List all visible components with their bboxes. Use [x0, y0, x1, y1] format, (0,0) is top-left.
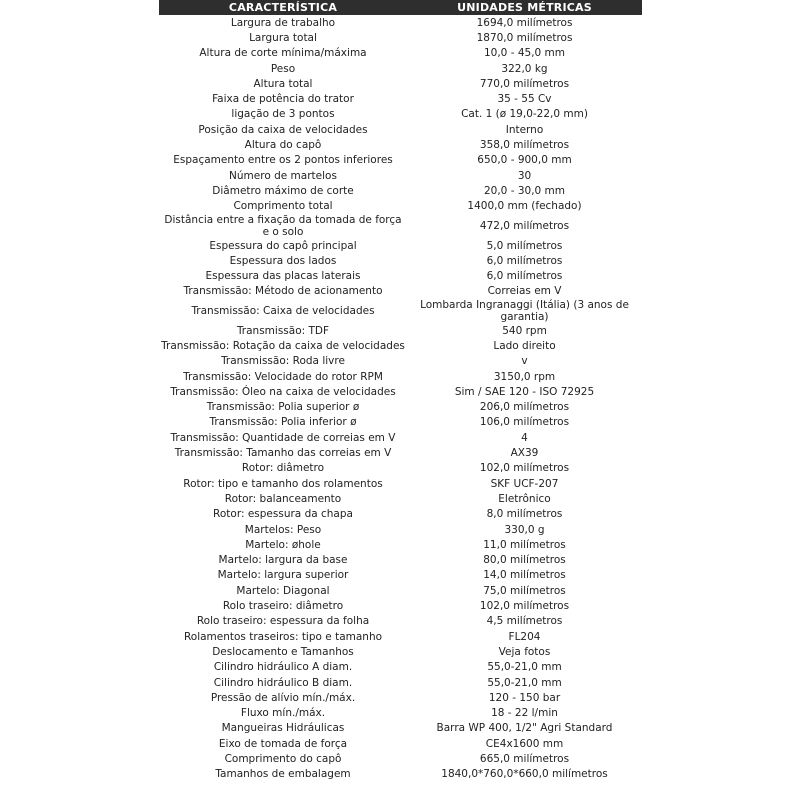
- metric-value-cell: 14,0 milímetros: [483, 569, 566, 582]
- characteristic-cell: ligação de 3 pontos: [231, 108, 335, 121]
- table-row: [159, 253, 642, 268]
- characteristic-cell: Altura de corte mínima/máxima: [199, 47, 367, 60]
- table-row: [159, 137, 642, 152]
- metric-value-cell: 106,0 milímetros: [479, 416, 570, 429]
- table-row: [159, 491, 642, 506]
- metric-value-cell: 1840,0*760,0*660,0 milímetros: [441, 768, 608, 781]
- metric-value-cell: 75,0 milímetros: [483, 584, 566, 597]
- characteristic-cell: Largura total: [249, 31, 317, 44]
- metric-value-cell: 55,0-21,0 mm: [487, 676, 562, 689]
- table-row: [159, 583, 642, 598]
- table-row: [159, 461, 642, 476]
- characteristic-cell: Transmissão: Roda livre: [221, 355, 345, 368]
- metric-value-cell: 18 - 22 l/min: [491, 707, 558, 720]
- table-row: [159, 238, 642, 253]
- metric-value-cell: 650,0 - 900,0 mm: [477, 154, 572, 167]
- characteristic-cell: Comprimento total: [233, 200, 333, 213]
- characteristic-cell: Transmissão: Óleo na caixa de velocidades: [170, 385, 396, 398]
- metric-value-cell: Cat. 1 (ø 19,0-22,0 mm): [461, 108, 588, 121]
- table-row: [159, 568, 642, 583]
- metric-value-cell: 10,0 - 45,0 mm: [483, 47, 566, 60]
- metric-value-cell: 4: [521, 431, 528, 444]
- table-row: [159, 153, 642, 168]
- characteristic-cell: Martelo: Diagonal: [236, 584, 330, 597]
- characteristic-cell: Espessura das placas laterais: [205, 270, 361, 283]
- table-row: [159, 476, 642, 491]
- characteristic-cell: Posição da caixa de velocidades: [198, 123, 368, 136]
- metric-value-cell: 8,0 milímetros: [486, 508, 563, 521]
- table-row: [159, 91, 642, 106]
- metric-value-cell: 665,0 milímetros: [479, 753, 570, 765]
- characteristic-cell: Transmissão: Tamanho das correias em V: [174, 447, 392, 460]
- table-row: [159, 76, 642, 91]
- metric-value-cell: CE4x1600 mm: [485, 737, 564, 750]
- metric-value-cell: Lado direito: [493, 339, 556, 352]
- metric-value-cell: 358,0 milímetros: [479, 139, 570, 152]
- characteristic-cell: Transmissão: Polia inferior ø: [209, 416, 357, 429]
- characteristic-cell: Transmissão: Polia superior ø: [206, 401, 360, 414]
- table-row: [159, 122, 642, 137]
- table-row: [159, 15, 642, 30]
- metric-value-cell: Sim / SAE 120 - ISO 72925: [454, 385, 595, 398]
- table-row: [159, 168, 642, 183]
- characteristic-cell: Rolamentos traseiros: tipo e tamanho: [183, 630, 383, 643]
- metric-value-cell: 80,0 milímetros: [483, 554, 566, 567]
- metric-value-cell: 11,0 milímetros: [483, 538, 566, 551]
- metric-value-cell: 20,0 - 30,0 mm: [483, 184, 566, 197]
- metric-value-cell: Eletrônico: [498, 492, 551, 505]
- metric-value-cell: 6,0 milímetros: [486, 254, 563, 267]
- characteristic-cell: Diâmetro máximo de corte: [212, 184, 354, 197]
- characteristic-cell: Espessura dos lados: [229, 254, 337, 267]
- spec-table: [159, 0, 642, 782]
- characteristic-cell: Largura de trabalho: [230, 16, 336, 29]
- table-row: [159, 660, 642, 675]
- table-row: [159, 629, 642, 644]
- table-row: [159, 614, 642, 629]
- characteristic-cell: Cilindro hidráulico A diam.: [213, 661, 353, 674]
- metric-value-cell: 102,0 milímetros: [479, 462, 570, 475]
- metric-value-cell: Correias em V: [487, 285, 562, 298]
- characteristic-cell: Espaçamento entre os 2 pontos inferiores: [173, 154, 393, 167]
- metric-value-cell: 330,0 g: [504, 523, 545, 536]
- metric-value-cell: 770,0 milímetros: [479, 77, 570, 90]
- characteristic-cell: Martelo: øhole: [245, 538, 321, 551]
- table-row: [159, 183, 642, 198]
- metric-value-cell: 102,0 milímetros: [479, 600, 570, 613]
- metric-value-cell: 540 rpm: [502, 324, 547, 337]
- characteristic-cell: Cilindro hidráulico B diam.: [213, 676, 353, 689]
- metric-value-cell: 206,0 milímetros: [479, 401, 570, 414]
- characteristic-cell: Rotor: tipo e tamanho dos rolamentos: [183, 477, 383, 490]
- table-row: [159, 415, 642, 430]
- metric-value-cell: 322,0 kg: [501, 62, 548, 75]
- table-row: [159, 107, 642, 122]
- characteristic-cell: Rotor: diâmetro: [241, 462, 325, 475]
- characteristic-cell: Peso: [270, 62, 296, 75]
- table-row: [159, 598, 642, 613]
- table-row: [159, 284, 642, 299]
- metric-value-cell: 4,5 milímetros: [486, 615, 563, 628]
- table-row: [159, 736, 642, 751]
- table-row: [159, 61, 642, 76]
- characteristic-cell: Transmissão: Método de acionamento: [183, 285, 383, 298]
- table-row: [159, 751, 642, 766]
- characteristic-cell: Transmissão: TDF: [236, 324, 330, 337]
- metric-value-cell: Interno: [505, 123, 544, 136]
- table-row: [159, 522, 642, 537]
- characteristic-cell: Mangueiras Hidráulicas: [221, 722, 345, 735]
- table-row: [159, 199, 642, 214]
- table-row: [159, 323, 642, 338]
- characteristic-cell: Altura total: [253, 77, 313, 90]
- characteristic-cell: Transmissão: Caixa de velocidades: [191, 305, 375, 318]
- header-metric-units: UNIDADES MÉTRICAS: [407, 0, 642, 15]
- metric-value-cell: AX39: [510, 447, 539, 460]
- characteristic-cell: Faixa de potência do trator: [212, 93, 354, 106]
- metric-value-cell: 3150,0 rpm: [493, 370, 556, 383]
- characteristic-cell: Altura do capô: [244, 139, 322, 152]
- metric-value-cell: Barra WP 400, 1/2" Agri Standard: [436, 722, 613, 735]
- metric-value-cell: 1694,0 milímetros: [476, 16, 573, 29]
- table-row: [159, 299, 642, 323]
- characteristic-cell: Número de martelos: [229, 169, 337, 182]
- table-header-row: [159, 0, 642, 15]
- characteristic-cell: Transmissão: Velocidade do rotor RPM: [183, 370, 383, 383]
- characteristic-cell: Deslocamento e Tamanhos: [212, 645, 354, 658]
- table-row: [159, 644, 642, 659]
- table-row: [159, 767, 642, 782]
- spec-table-body: [159, 15, 642, 782]
- characteristic-cell: Pressão de alívio mín./máx.: [210, 691, 356, 704]
- characteristic-cell: Distância entre a fixação da tomada de força e o solo: [164, 213, 402, 238]
- metric-value-cell: FL204: [508, 630, 541, 643]
- header-characteristic: CARACTERÍSTICA: [159, 0, 407, 15]
- metric-value-cell: SKF UCF-207: [490, 477, 559, 490]
- characteristic-cell: Espessura do capô principal: [209, 239, 357, 252]
- metric-value-cell: 35 - 55 Cv: [497, 93, 552, 106]
- metric-value-cell: v: [521, 355, 528, 368]
- table-row: [159, 46, 642, 61]
- characteristic-cell: Rolo traseiro: diâmetro: [222, 600, 344, 613]
- table-row: [159, 721, 642, 736]
- table-row: [159, 268, 642, 283]
- table-row: [159, 537, 642, 552]
- table-row: [159, 369, 642, 384]
- metric-value-cell: Lombarda Ingranaggi (Itália) (3 anos de garantia): [420, 299, 629, 324]
- metric-value-cell: Veja fotos: [498, 645, 551, 658]
- metric-value-cell: 55,0-21,0 mm: [487, 661, 562, 674]
- characteristic-cell: Comprimento do capô: [224, 753, 342, 765]
- table-row: [159, 30, 642, 45]
- characteristic-cell: Fluxo mín./máx.: [240, 707, 326, 720]
- characteristic-cell: Rolo traseiro: espessura da folha: [196, 615, 370, 628]
- table-row: [159, 430, 642, 445]
- table-row: [159, 400, 642, 415]
- characteristic-cell: Martelos: Peso: [244, 523, 322, 536]
- metric-value-cell: 1870,0 milímetros: [476, 31, 573, 44]
- table-row: [159, 445, 642, 460]
- metric-value-cell: 120 - 150 bar: [488, 691, 561, 704]
- metric-value-cell: 1400,0 mm (fechado): [467, 200, 582, 213]
- table-row: [159, 354, 642, 369]
- table-row: [159, 384, 642, 399]
- table-row: [159, 690, 642, 705]
- characteristic-cell: Rotor: balanceamento: [224, 492, 342, 505]
- table-row: [159, 553, 642, 568]
- table-row: [159, 338, 642, 353]
- table-row: [159, 675, 642, 690]
- characteristic-cell: Rotor: espessura da chapa: [213, 508, 353, 521]
- table-row: [159, 507, 642, 522]
- characteristic-cell: Transmissão: Quantidade de correias em V: [170, 431, 396, 444]
- table-row: [159, 214, 642, 238]
- metric-value-cell: 6,0 milímetros: [486, 270, 563, 283]
- metric-value-cell: 30: [517, 169, 532, 182]
- characteristic-cell: Eixo de tomada de força: [218, 737, 348, 750]
- characteristic-cell: Martelo: largura superior: [217, 569, 349, 582]
- table-row: [159, 705, 642, 720]
- characteristic-cell: Tamanhos de embalagem: [215, 768, 351, 781]
- metric-value-cell: 5,0 milímetros: [486, 239, 563, 252]
- characteristic-cell: Martelo: largura da base: [218, 554, 348, 567]
- characteristic-cell: Transmissão: Rotação da caixa de velocidades: [161, 339, 405, 352]
- metric-value-cell: 472,0 milímetros: [479, 219, 570, 232]
